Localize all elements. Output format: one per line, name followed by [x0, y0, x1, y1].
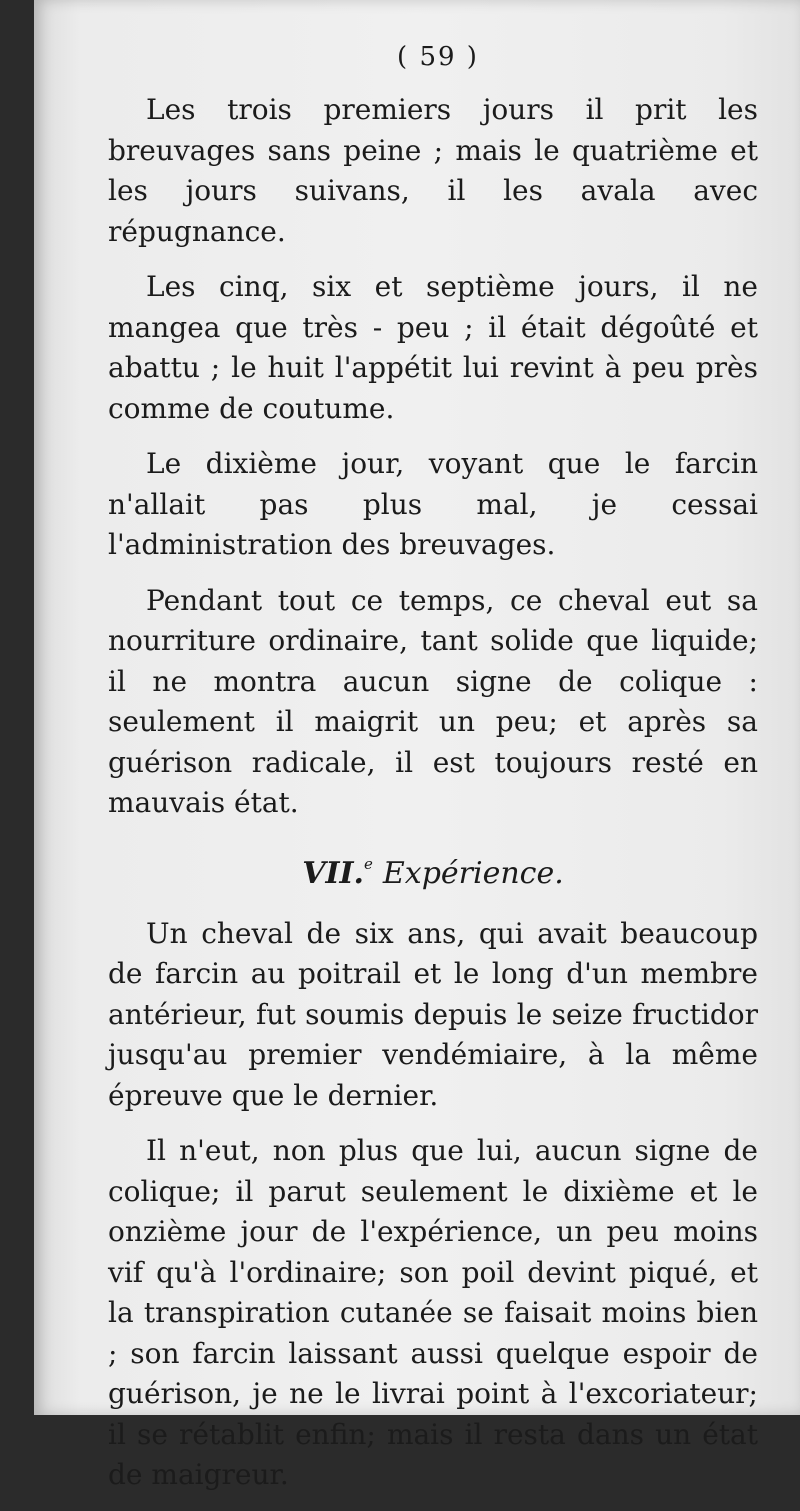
book-page: [34, 0, 800, 1491]
paragraph: Un cheval de six ans, qui avait beaucoup de farcin au poitrail et le long d'un membre antérieur, fut soumis depuis le seize fructidor jusqu'au premier vendémiaire, à la même épreuve que le dernier.: [108, 916, 758, 1112]
paragraph: Le dixième jour, voyant que le farcin n'allait pas plus mal, je cessai l'administration des breuvages.: [108, 447, 758, 561]
paragraph: Les cinq, six et septième jours, il ne mangea que très - peu ; il était dégoûté et abattu ; le huit l'appétit lui revint à peu près comme de coutume.: [108, 270, 758, 425]
section-number: VII.: [302, 855, 364, 891]
paragraph: Pendant tout ce temps, ce cheval eut sa nourriture ordinaire, tant solide que liquide; il ne montra aucun signe de colique : seulement il maigrit un peu; et après sa guérison radicale, il est toujours resté en mauvais état.: [108, 583, 758, 819]
page-content: [108, 42, 758, 1511]
paragraph: Il n'eut, non plus que lui, aucun signe de colique; il parut seulement le dixième et le onzième jour de l'expérience, un peu moins vif qu'à l'ordinaire; son poil devint piqué, et la transpiration cutanée se faisait moins bien ; son farcin laissant aussi quelque espoir de guérison, je ne le livrai point à l'excoriateur; il se rétablit enfin; mais il resta dans un état de maigreur.: [108, 1134, 758, 1491]
section-title: Expérience.: [382, 855, 564, 891]
section-heading: [108, 844, 758, 894]
page-number: ( 59 ): [397, 42, 479, 72]
paragraph: Les trois premiers jours il prit les breuvages sans peine ; mais le quatrième et les jours suivans, il les avala avec répugnance.: [108, 93, 758, 248]
section-number-superscript: e: [364, 854, 373, 873]
